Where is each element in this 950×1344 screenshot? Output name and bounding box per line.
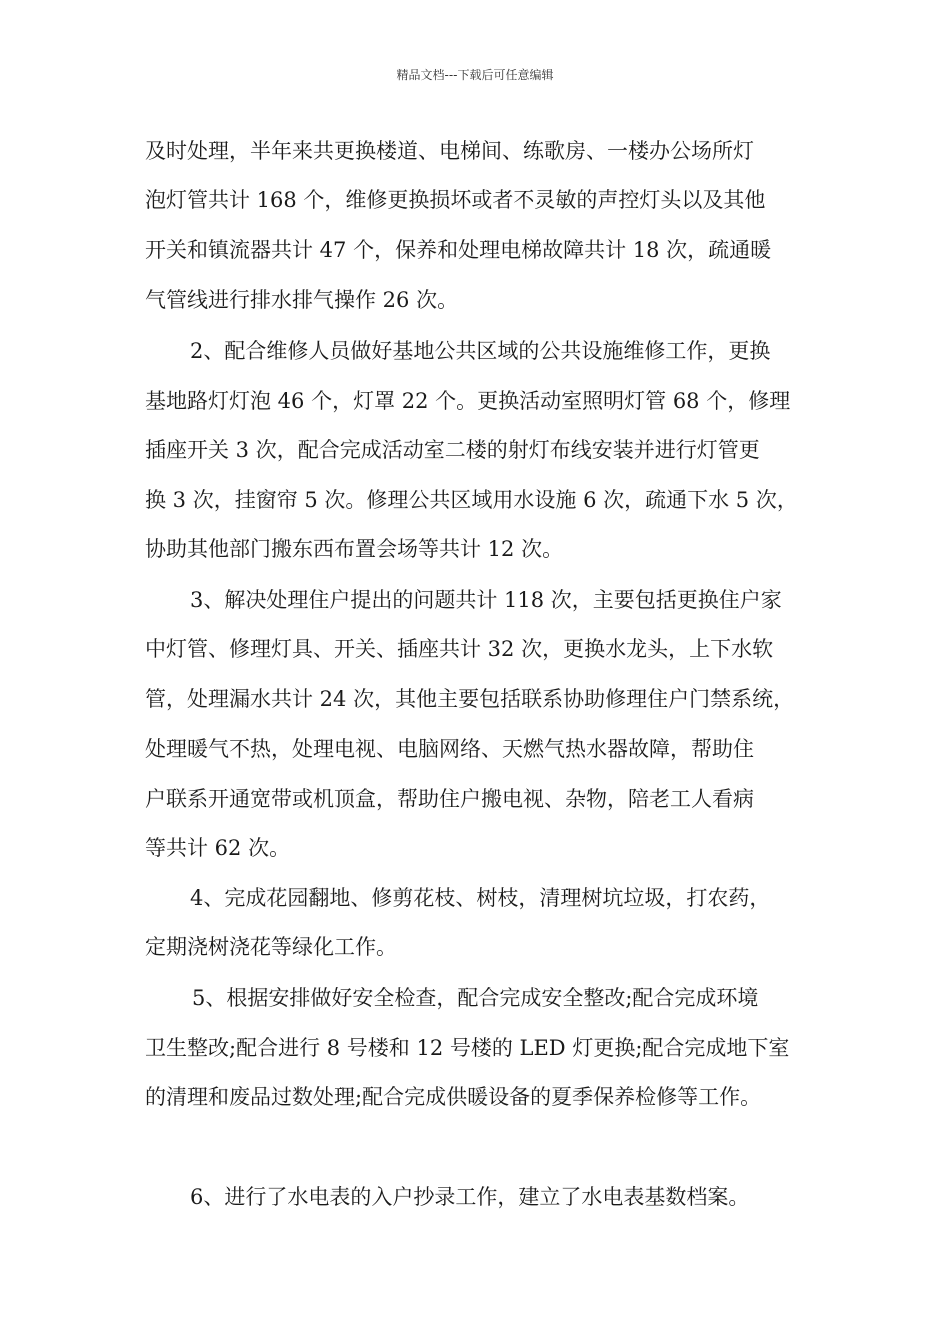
paragraph-4-start: 4、完成花园翻地、修剪花枝、树枝，清理树坑垃圾，打农药，: [190, 886, 771, 910]
text-line: 管，处理漏水共计 24 次，其他主要包括联系协助修理住户门禁系统，: [145, 687, 795, 711]
text-line: 卫生整改;配合进行 8 号楼和 12 号楼的 LED 灯更换;配合完成地下室: [145, 1036, 790, 1060]
text-line: 气管线进行排水排气操作 26 次。: [145, 288, 459, 312]
text-line: 处理暖气不热，处理电视、电脑网络、天燃气热水器故障，帮助住: [145, 737, 754, 761]
text-line: 泡灯管共计 168 个，维修更换损坏或者不灵敏的声控灯头以及其他: [145, 188, 766, 212]
text-line: 协助其他部门搬东西布置会场等共计 12 次。: [145, 537, 564, 561]
paragraph-6: 6、进行了水电表的入户抄录工作，建立了水电表基数档案。: [190, 1185, 750, 1209]
text-line: 的清理和废品过数处理;配合完成供暖设备的夏季保养检修等工作。: [145, 1085, 762, 1109]
text-line: 插座开关 3 次，配合完成活动室二楼的射灯布线安装并进行灯管更: [145, 438, 760, 462]
text-line: 换 3 次，挂窗帘 5 次。修理公共区域用水设施 6 次，疏通下水 5 次，: [145, 488, 798, 512]
text-line: 等共计 62 次。: [145, 836, 291, 860]
text-line: 中灯管、修理灯具、开关、插座共计 32 次，更换水龙头，上下水软: [145, 637, 774, 661]
text-line: 户联系开通宽带或机顶盒，帮助住户搬电视、杂物，陪老工人看病: [145, 787, 754, 811]
text-line: 定期浇树浇花等绿化工作。: [145, 935, 397, 959]
paragraph-5-start: 5、根据安排做好安全检查，配合完成安全整改;配合完成环境: [192, 986, 759, 1010]
text-line: 基地路灯灯泡 46 个，灯罩 22 个。更换活动室照明灯管 68 个，修理: [145, 389, 791, 413]
page-header: 精品文档---下载后可任意编辑: [396, 68, 554, 82]
text-line: 及时处理，半年来共更换楼道、电梯间、练歌房、一楼办公场所灯: [145, 139, 754, 163]
paragraph-2-start: 2、配合维修人员做好基地公共区域的公共设施维修工作，更换: [190, 339, 771, 363]
paragraph-3-start: 3、解决处理住户提出的问题共计 118 次，主要包括更换住户家: [190, 588, 782, 612]
text-line: 开关和镇流器共计 47 个，保养和处理电梯故障共计 18 次，疏通暖: [145, 238, 772, 262]
